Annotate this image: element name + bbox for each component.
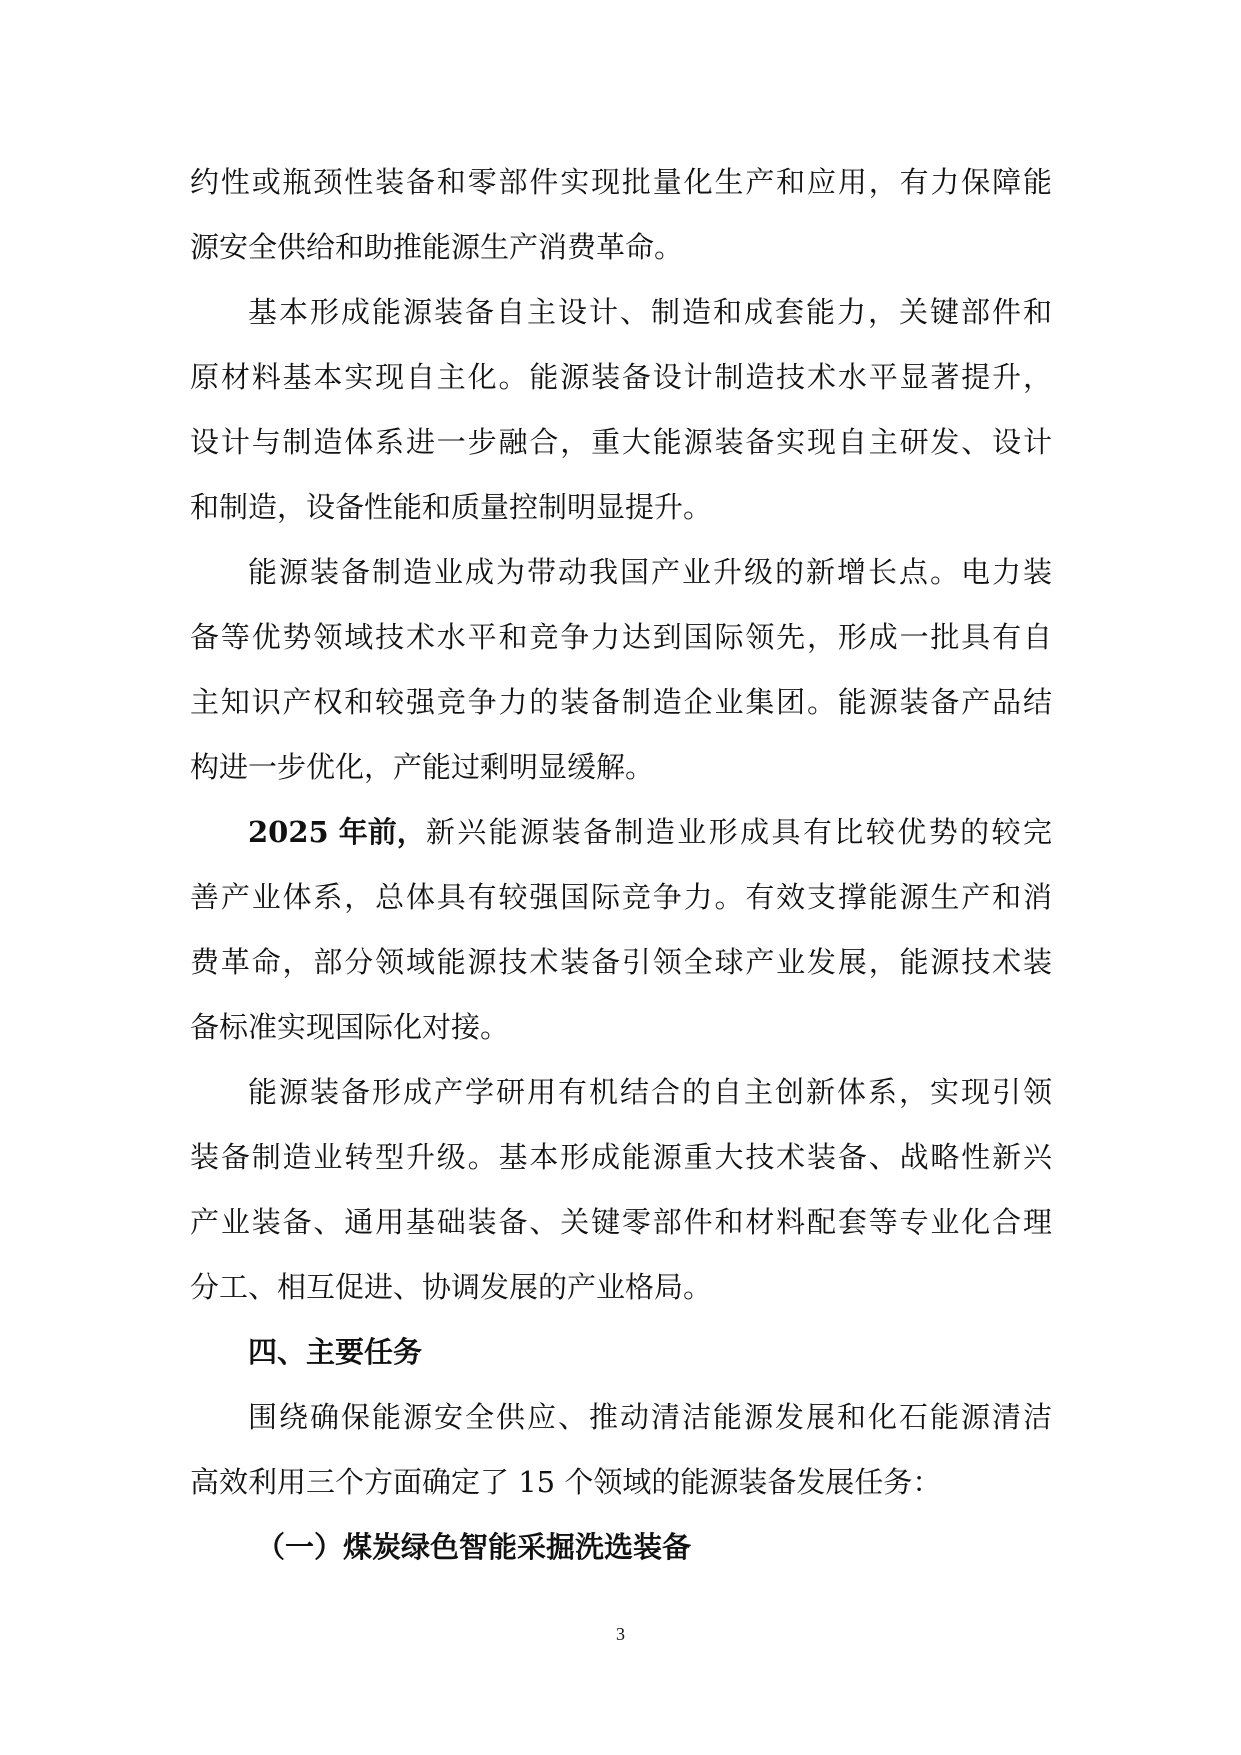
text-line: 备标准实现国际化对接。 <box>190 1010 510 1044</box>
text-line: 高效利用三个方面确定了 15 个领域的能源装备发展任务： <box>190 1465 942 1499</box>
text-line: 设计与制造体系进一步融合，重大能源装备实现自主研发、设计 <box>190 425 1052 459</box>
text-line: 基本形成能源装备自主设计、制造和成套能力，关键部件和 <box>248 295 1052 329</box>
text-line: 费革命，部分领域能源技术装备引领全球产业发展，能源技术装 <box>190 945 1052 979</box>
text-line: 装备制造业转型升级。基本形成能源重大技术装备、战略性新兴 <box>190 1140 1052 1174</box>
text-line: 备等优势领域技术水平和竞争力达到国际领先，形成一批具有自 <box>190 620 1052 654</box>
paragraph <box>190 1385 1052 1515</box>
text-line: 源安全供给和助推能源生产消费革命。 <box>190 230 684 264</box>
text-line <box>190 800 1052 865</box>
subsection-heading: （一）煤炭绿色智能采掘洗选装备 <box>256 1530 692 1564</box>
text-span: 新兴能源装备制造业形成具有比较优势的较完 <box>425 815 1052 849</box>
text-line: 能源装备形成产学研用有机结合的自主创新体系，实现引领 <box>248 1075 1052 1109</box>
text-line: 和制造，设备性能和质量控制明显提升。 <box>190 490 713 524</box>
text-line: 约性或瓶颈性装备和零部件实现批量化生产和应用，有力保障能 <box>190 165 1052 199</box>
paragraph-continuation <box>190 150 1052 280</box>
text-line: 构进一步优化，产能过剩明显缓解。 <box>190 750 655 784</box>
text-line: 善产业体系，总体具有较强国际竞争力。有效支撑能源生产和消 <box>190 880 1052 914</box>
paragraph <box>190 1060 1052 1320</box>
document-body <box>190 150 1052 1580</box>
bold-lead-text: 2025 年前， <box>248 815 426 849</box>
paragraph-2025 <box>190 800 1052 1060</box>
paragraph <box>190 280 1052 540</box>
text-line: 产业装备、通用基础装备、关键零部件和材料配套等专业化合理 <box>190 1205 1052 1239</box>
paragraph <box>190 540 1052 800</box>
page-number: 3 <box>616 1624 625 1644</box>
text-line: 主知识产权和较强竞争力的装备制造企业集团。能源装备产品结 <box>190 685 1052 719</box>
text-line: 围绕确保能源安全供应、推动清洁能源发展和化石能源清洁 <box>248 1400 1052 1434</box>
text-line: 分工、相互促进、协调发展的产业格局。 <box>190 1270 713 1304</box>
text-line: 能源装备制造业成为带动我国产业升级的新增长点。电力装 <box>248 555 1052 589</box>
section-heading: 四、主要任务 <box>248 1335 423 1369</box>
text-line: 原材料基本实现自主化。能源装备设计制造技术水平显著提升， <box>190 360 1052 394</box>
